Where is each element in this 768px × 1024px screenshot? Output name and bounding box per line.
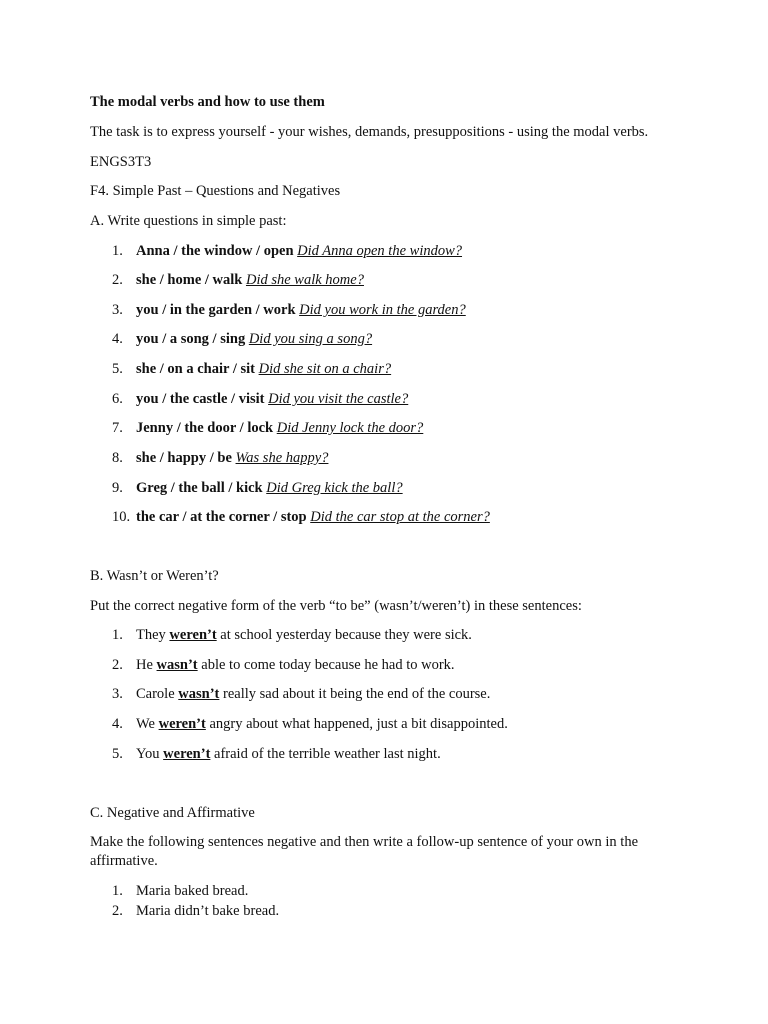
filled-blank: weren’t [163,746,211,762]
list-item [112,508,490,526]
item-number: 5. [112,361,123,377]
item-text: Maria didn’t bake bread. [136,903,280,919]
sentence-start: You [136,746,160,762]
item-prompt: the car / at the corner / stop [136,509,307,525]
item-number: 2. [112,272,123,288]
list-item [112,626,472,644]
sentence-end: angry about what happened, just a bit disappointed. [209,716,508,732]
item-prompt: she / on a chair / sit [136,361,255,377]
item-prompt: Jenny / the door / lock [136,420,274,436]
list-item [112,882,248,900]
item-answer: Did Greg kick the ball? [266,480,403,496]
section-c-instruction: Make the following sentences negative and then write a follow-up sentence of your own in the affirmative. [90,834,639,869]
item-answer: Did the car stop at the corner? [310,509,490,525]
filled-blank: wasn’t [156,657,198,673]
item-number: 6. [112,391,123,407]
item-prompt: Greg / the ball / kick [136,480,263,496]
list-item [112,479,403,497]
item-number: 2. [112,903,123,919]
list-item [112,449,328,467]
section-a-heading: A. Write questions in simple past: [90,213,287,229]
item-number: 4. [112,716,123,732]
item-number: 8. [112,450,123,466]
list-item [112,360,391,378]
list-item [112,271,364,289]
section-b-instruction: Put the correct negative form of the verb “to be” (wasn’t/weren’t) in these sentences: [90,598,582,614]
item-number: 9. [112,480,123,496]
item-answer: Did you sing a song? [248,331,373,347]
item-prompt: she / happy / be [136,450,232,466]
unit-heading: F4. Simple Past – Questions and Negatives [90,183,341,199]
sentence-end: able to come today because he had to work. [201,657,455,673]
list-item [112,330,372,348]
sentence-end: afraid of the terrible weather last night. [214,746,441,762]
section-c-heading: C. Negative and Affirmative [90,805,255,821]
item-answer: Did you work in the garden? [299,302,466,318]
item-number: 7. [112,420,123,436]
filled-blank: weren’t [169,627,217,643]
item-answer: Did she sit on a chair? [258,361,392,377]
list-item [112,301,466,319]
item-number: 1. [112,627,123,643]
item-number: 2. [112,657,123,673]
item-number: 1. [112,243,123,259]
list-item [112,902,279,920]
item-number: 5. [112,746,123,762]
list-item [112,419,423,437]
section-b-heading: B. Wasn’t or Weren’t? [90,568,219,584]
filled-blank: weren’t [158,716,206,732]
sentence-start: They [136,627,166,643]
item-answer: Did she walk home? [245,272,364,288]
list-item [112,390,408,408]
list-item [112,685,490,703]
filled-blank: wasn’t [178,686,220,702]
list-item [112,745,441,763]
list-item [112,715,508,733]
list-item [112,656,455,674]
sentence-end: really sad about it being the end of the course. [223,686,491,702]
sentence-start: He [136,657,153,673]
item-answer: Did you visit the castle? [268,391,409,407]
document-title: The modal verbs and how to use them [90,94,325,110]
sentence-start: We [136,716,155,732]
item-prompt: you / the castle / visit [136,391,265,407]
item-prompt: you / in the garden / work [136,302,296,318]
item-number: 4. [112,331,123,347]
item-prompt: you / a song / sing [136,331,246,347]
intro-text: The task is to express yourself - your wishes, demands, presuppositions - using the modal verbs. [90,124,649,140]
item-number: 10. [112,509,131,525]
item-text: Maria baked bread. [136,883,249,899]
item-answer: Did Anna open the window? [297,243,463,259]
item-answer: Was she happy? [235,450,329,466]
list-item [112,242,462,260]
course-code: ENGS3T3 [90,154,152,170]
sentence-start: Carole [136,686,175,702]
sentence-end: at school yesterday because they were sick. [220,627,472,643]
item-prompt: she / home / walk [136,272,243,288]
item-answer: Did Jenny lock the door? [276,420,424,436]
item-number: 3. [112,686,123,702]
item-number: 1. [112,883,123,899]
item-prompt: Anna / the window / open [136,243,294,259]
item-number: 3. [112,302,123,318]
